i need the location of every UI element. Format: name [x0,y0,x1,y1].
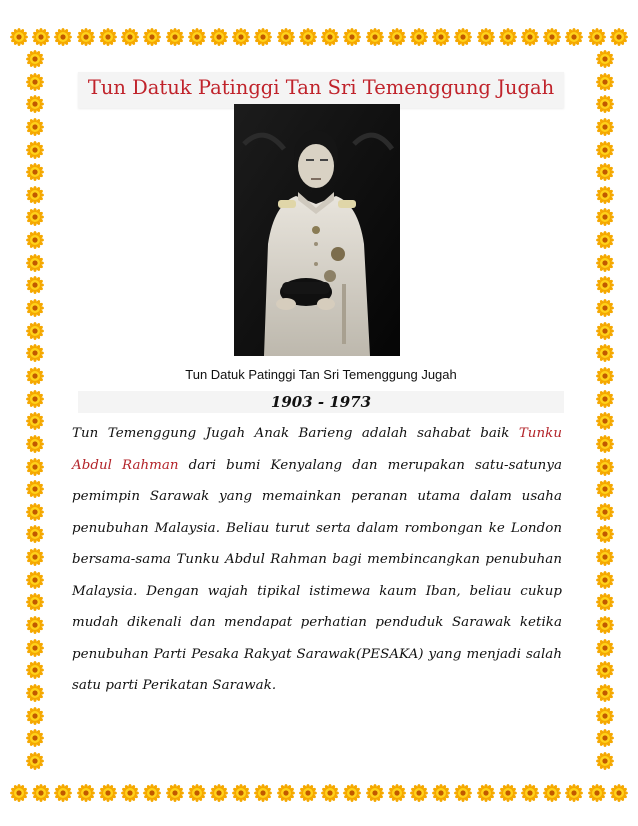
sun-flower-icon [596,661,614,679]
sun-flower-icon [596,480,614,498]
sun-flower-icon [26,752,44,770]
sun-flower-icon [99,784,117,802]
sun-flower-icon [596,367,614,385]
sun-flower-icon [477,28,495,46]
sun-flower-icon [121,784,139,802]
sun-flower-icon [610,784,628,802]
border-right [590,50,620,770]
sun-flower-icon [596,50,614,68]
sun-flower-icon [26,276,44,294]
sun-flower-icon [543,28,561,46]
sun-flower-icon [232,784,250,802]
sun-flower-icon [596,435,614,453]
border-left [20,50,50,770]
sun-flower-icon [210,784,228,802]
sun-flower-icon [521,784,539,802]
sun-flower-icon [143,28,161,46]
sun-flower-icon [596,593,614,611]
page-title: Tun Datuk Patinggi Tan Sri Temenggung Jugah [87,76,555,99]
sun-flower-icon [499,784,517,802]
biography-paragraph [72,418,562,702]
border-bottom [0,778,638,808]
tunku-abdul-rahman-link[interactable]: Tunku Abdul Rahman [72,426,562,473]
border-top [0,22,638,52]
body-text-part2: dari bumi Kenyalang dan merupakan satu-satunya pemimpin Sarawak yang memainkan peranan utama dalam usaha penubuhan Malaysia. Beliau turut serta dalam rombongan ke London bersama-sama Tunku Abdul Rahman bagi membincangkan penubuhan Malaysia. Dengan wajah tipikal istimewa kaum Iban, beliau cukup mudah dikenali dan mendapat perhatian penduduk Sarawak ketika penubuhan Parti Pesaka Rakyat Sarawak(PESAKA) yang menjadi salah satu parti Perikatan Sarawak. [72,457,562,693]
sun-flower-icon [343,28,361,46]
sun-flower-icon [10,784,28,802]
sun-flower-icon [596,95,614,113]
sun-flower-icon [321,28,339,46]
sun-flower-icon [596,616,614,634]
sun-flower-icon [26,231,44,249]
sun-flower-icon [410,28,428,46]
sun-flower-icon [26,208,44,226]
sun-flower-icon [26,435,44,453]
sun-flower-icon [254,784,272,802]
sun-flower-icon [596,571,614,589]
sun-flower-icon [596,390,614,408]
sun-flower-icon [26,661,44,679]
sun-flower-icon [26,571,44,589]
sun-flower-icon [210,28,228,46]
sun-flower-icon [166,784,184,802]
sun-flower-icon [596,208,614,226]
sun-flower-icon [388,28,406,46]
sun-flower-icon [99,28,117,46]
sun-flower-icon [143,784,161,802]
sun-flower-icon [596,141,614,159]
sun-flower-icon [10,28,28,46]
sun-flower-icon [26,141,44,159]
sun-flower-icon [188,784,206,802]
sun-flower-icon [596,525,614,543]
sun-flower-icon [596,548,614,566]
sun-flower-icon [26,95,44,113]
sun-flower-icon [596,118,614,136]
sun-flower-icon [26,390,44,408]
sun-flower-icon [77,28,95,46]
body-text-part1: Tun Temenggung Jugah Anak Barieng adalah sahabat baik [72,426,519,441]
sun-flower-icon [254,28,272,46]
portrait-photo [234,104,400,356]
sun-flower-icon [121,28,139,46]
sun-flower-icon [26,525,44,543]
life-years: 1903 - 1973 [270,393,372,411]
sun-flower-icon [596,639,614,657]
sun-flower-icon [588,784,606,802]
sun-flower-icon [596,729,614,747]
sun-flower-icon [543,784,561,802]
sun-flower-icon [596,299,614,317]
sun-flower-icon [26,73,44,91]
sun-flower-icon [596,73,614,91]
sun-flower-icon [26,163,44,181]
sun-flower-icon [432,28,450,46]
sun-flower-icon [343,784,361,802]
sun-flower-icon [596,276,614,294]
sun-flower-icon [596,458,614,476]
sun-flower-icon [410,784,428,802]
sun-flower-icon [26,367,44,385]
sun-flower-icon [596,752,614,770]
sun-flower-icon [26,50,44,68]
photo-caption: Tun Datuk Patinggi Tan Sri Temenggung Jugah [185,367,457,382]
sun-flower-icon [26,322,44,340]
sun-flower-icon [26,186,44,204]
sun-flower-icon [610,28,628,46]
sun-flower-icon [432,784,450,802]
sun-flower-icon [166,28,184,46]
sun-flower-icon [232,28,250,46]
sun-flower-icon [26,299,44,317]
sun-flower-icon [32,28,50,46]
sun-flower-icon [454,784,472,802]
sun-flower-icon [596,322,614,340]
sun-flower-icon [26,254,44,272]
sun-flower-icon [26,616,44,634]
sun-flower-icon [499,28,517,46]
sun-flower-icon [521,28,539,46]
sun-flower-icon [596,163,614,181]
sun-flower-icon [26,412,44,430]
sun-flower-icon [596,684,614,702]
sun-flower-icon [596,412,614,430]
sun-flower-icon [299,784,317,802]
sun-flower-icon [32,784,50,802]
sun-flower-icon [54,784,72,802]
sun-flower-icon [26,344,44,362]
sun-flower-icon [26,118,44,136]
sun-flower-icon [26,503,44,521]
sun-flower-icon [77,784,95,802]
sun-flower-icon [596,344,614,362]
sun-flower-icon [366,784,384,802]
sun-flower-icon [26,729,44,747]
sun-flower-icon [596,503,614,521]
sun-flower-icon [596,231,614,249]
sun-flower-icon [565,784,583,802]
sun-flower-icon [299,28,317,46]
sun-flower-icon [26,458,44,476]
sun-flower-icon [26,639,44,657]
sun-flower-icon [477,784,495,802]
sun-flower-icon [26,593,44,611]
sun-flower-icon [565,28,583,46]
sun-flower-icon [26,548,44,566]
sun-flower-icon [54,28,72,46]
sun-flower-icon [26,684,44,702]
sun-flower-icon [26,480,44,498]
sun-flower-icon [366,28,384,46]
sun-flower-icon [454,28,472,46]
sun-flower-icon [26,707,44,725]
sun-flower-icon [388,784,406,802]
sun-flower-icon [596,254,614,272]
sun-flower-icon [596,186,614,204]
sun-flower-icon [588,28,606,46]
sun-flower-icon [277,784,295,802]
sun-flower-icon [188,28,206,46]
sun-flower-icon [321,784,339,802]
sun-flower-icon [596,707,614,725]
sun-flower-icon [277,28,295,46]
